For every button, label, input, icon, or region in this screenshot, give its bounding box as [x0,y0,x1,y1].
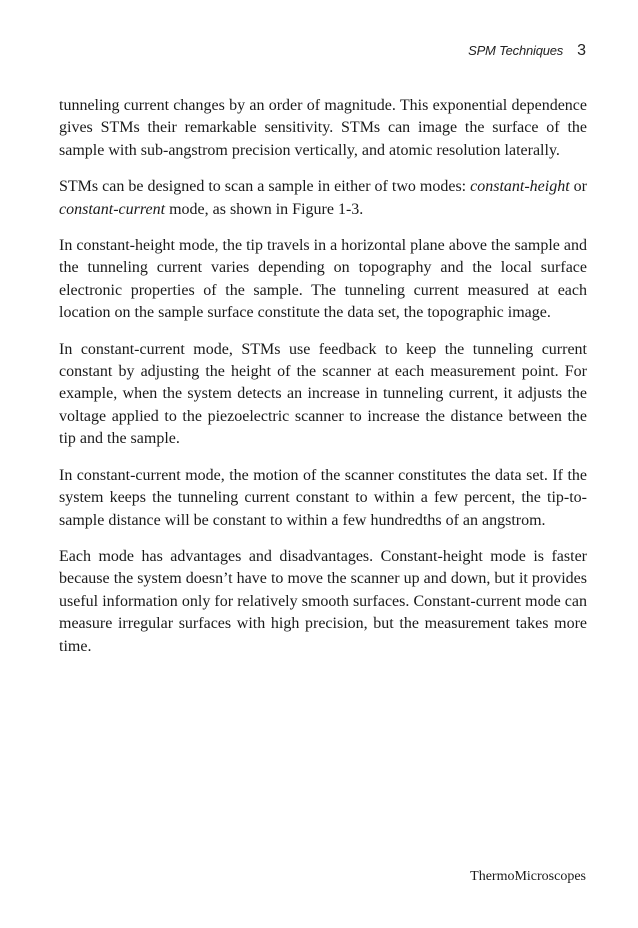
paragraph-1: tunneling current changes by an order of magnitude. This exponential dependence gives STMs their remarkable sensitivity. STMs can image the surface of the sample with sub-angstrom precision vertically, and atomic resolution laterally. [59,97,587,159]
paragraph-2-emphasis-1: constant-height [470,178,570,196]
paragraph-2-text-1: STMs can be designed to scan a sample in either of two modes: [59,178,471,196]
paragraph-2-text-2: or [569,178,588,196]
header-title: SPM Techniques [468,43,564,58]
paragraph-6: Each mode has advantages and disadvantages. Constant-height mode is faster because the system doesn’t have to move the scanner up and down, but it provides useful information only for relatively smooth surfaces. Constant-current mode can measure irregular surfaces with high precision, but the measurement takes more time. [59,547,587,655]
running-header [468,42,586,60]
page-number: 3 [577,42,586,59]
body-text [59,95,587,672]
paragraph-3: In constant-height mode, the tip travels in a horizontal plane above the sample and the tunneling current varies depending on topography and the local surface electronic properties of the sample. The tunneling current measured at each location on the sample surface constitute the data set, the topographic image. [59,237,587,322]
paragraph-4: In constant-current mode, STMs use feedback to keep the tunneling current constant by adjusting the height of the scanner at each measurement point. For example, when the system detects an increase in tunneling current, it adjusts the voltage applied to the piezoelectric scanner to increase the distance between the tip and the sample. [59,340,587,448]
paragraph-2 [59,176,587,221]
paragraph-5: In constant-current mode, the motion of the scanner constitutes the data set. If the system keeps the tunneling current constant to within a few percent, the tip-to-sample distance will be constant to within a few hundredths of an angstrom. [59,466,587,529]
running-footer: ThermoMicroscopes [470,869,586,884]
paragraph-2-emphasis-2: constant-current [59,200,166,218]
paragraph-2-text-3: mode, as shown in Figure 1-3. [165,200,364,218]
